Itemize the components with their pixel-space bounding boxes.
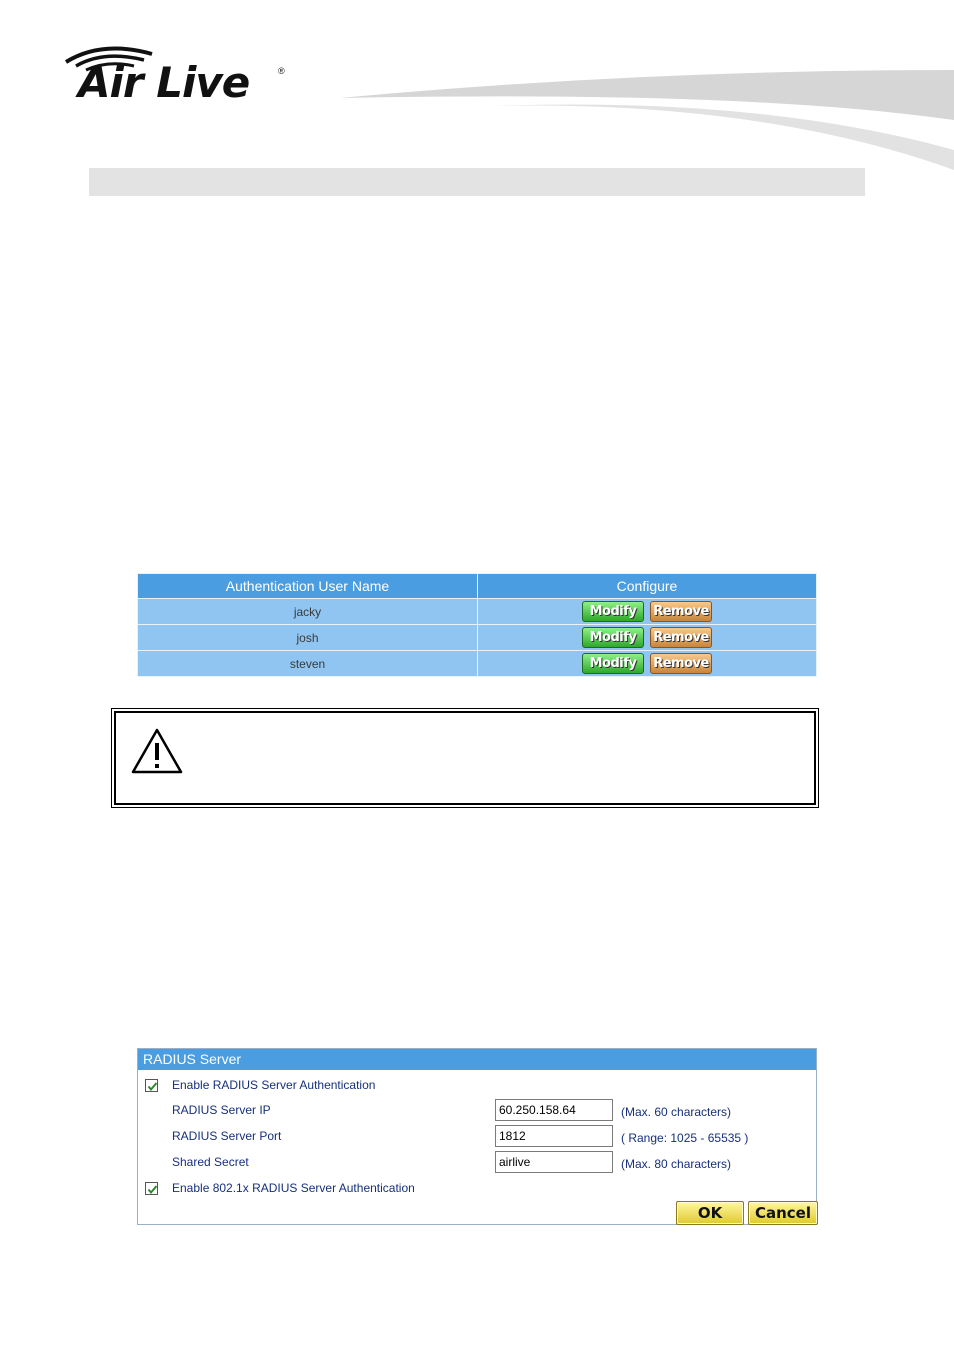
modify-button[interactable]: Modify <box>582 601 644 622</box>
modify-button[interactable]: Modify <box>582 627 644 648</box>
enable-radius-checkbox[interactable] <box>145 1079 158 1092</box>
server-ip-hint: (Max. 60 characters) <box>621 1105 732 1119</box>
configure-cell <box>478 625 817 651</box>
column-header-user-name: Authentication User Name <box>138 574 478 599</box>
configure-cell <box>478 599 817 625</box>
section-header-bar <box>89 168 865 196</box>
cancel-button[interactable]: Cancel <box>748 1201 818 1225</box>
remove-button[interactable]: Remove <box>650 627 712 648</box>
user-name-cell: steven <box>138 651 478 677</box>
table-row <box>138 599 817 625</box>
server-ip-input[interactable]: 60.250.158.64 <box>495 1099 613 1121</box>
remove-button[interactable]: Remove <box>650 653 712 674</box>
remove-button[interactable]: Remove <box>650 601 712 622</box>
airlive-logo <box>62 40 292 110</box>
panel-title: RADIUS Server <box>138 1049 816 1070</box>
user-name-cell: josh <box>138 625 478 651</box>
warning-triangle-icon <box>130 727 184 775</box>
radius-server-panel <box>137 1048 817 1225</box>
server-ip-label: RADIUS Server IP <box>172 1103 271 1117</box>
shared-secret-label: Shared Secret <box>172 1155 249 1169</box>
logo-registered-mark: ® <box>278 66 285 76</box>
table-row <box>138 651 817 677</box>
header-swoosh <box>340 60 954 180</box>
server-port-hint: ( Range: 1025 - 65535 ) <box>621 1131 749 1145</box>
enable-8021x-checkbox[interactable] <box>145 1182 158 1195</box>
auth-user-table <box>137 573 817 677</box>
warning-box <box>114 711 816 805</box>
server-port-label: RADIUS Server Port <box>172 1129 282 1143</box>
server-port-input[interactable]: 1812 <box>495 1125 613 1147</box>
check-icon <box>146 1183 159 1196</box>
ok-button[interactable]: OK <box>676 1201 744 1225</box>
enable-8021x-label: Enable 802.1x RADIUS Server Authentication <box>172 1181 415 1195</box>
configure-cell <box>478 651 817 677</box>
enable-radius-label: Enable RADIUS Server Authentication <box>172 1078 376 1092</box>
modify-button[interactable]: Modify <box>582 653 644 674</box>
table-row <box>138 625 817 651</box>
column-header-configure: Configure <box>478 574 817 599</box>
logo-text: Air Live <box>78 58 250 107</box>
user-name-cell: jacky <box>138 599 478 625</box>
shared-secret-input[interactable]: airlive <box>495 1151 613 1173</box>
check-icon <box>146 1080 159 1093</box>
shared-secret-hint: (Max. 80 characters) <box>621 1157 732 1171</box>
